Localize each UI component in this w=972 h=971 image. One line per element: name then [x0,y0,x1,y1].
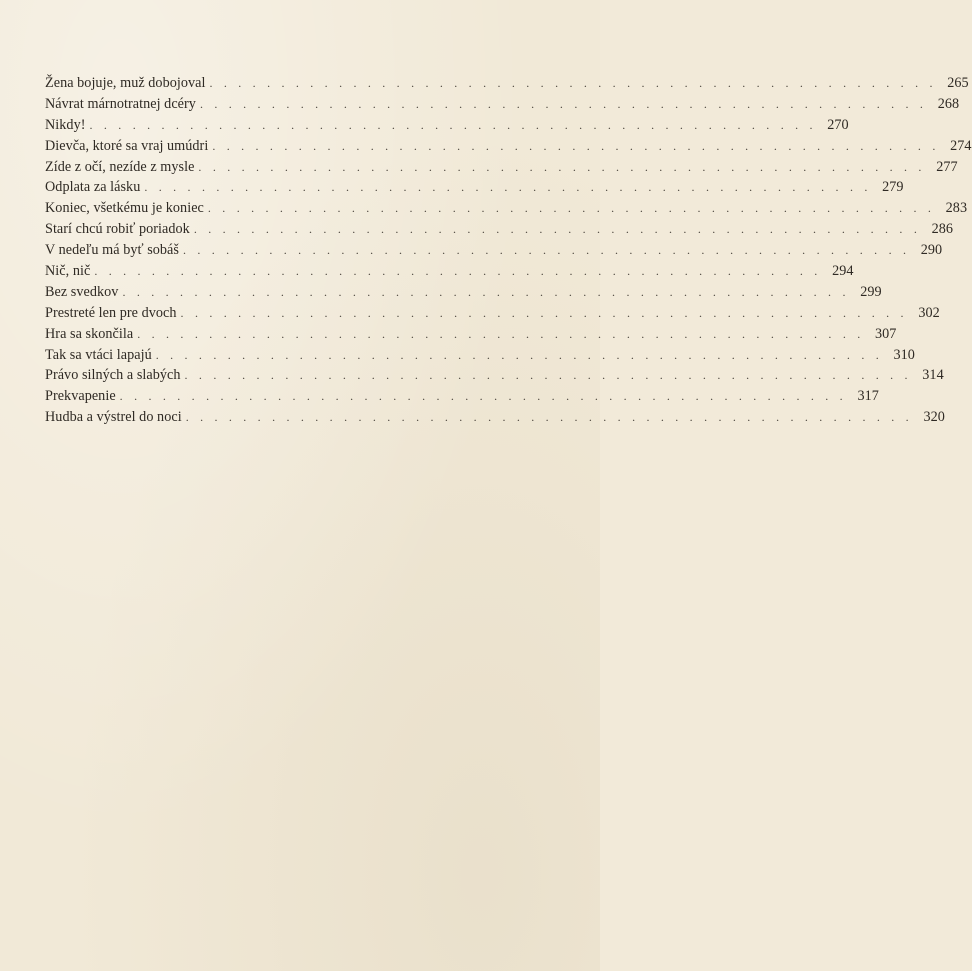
toc-entry-title: Prekvapenie [45,388,116,405]
toc-entry-title: Hudba a výstrel do noci [45,409,182,426]
toc-entry [45,386,879,407]
toc-entry [45,177,904,198]
toc-entry [45,73,969,94]
dot-leader: . . . . . . . . . . . . . . . . . . . . . . . . . . . . . . . . . . . . . . . . . . . . . . . . . . . [185,410,913,425]
toc-entry [45,198,968,219]
toc-entry-title: Nikdy! [45,116,86,133]
toc-entry-title: Tak sa vtáci lapajú [45,346,152,363]
dot-leader: . . . . . . . . . . . . . . . . . . . . . . . . . . . . . . . . . . . . . . . . . . . . . . . . . . . [207,201,936,216]
dot-leader: . . . . . . . . . . . . . . . . . . . . . . . . . . . . . . . . . . . . . . . . . . . . . . . . . . . [144,180,872,195]
toc-entry [45,115,849,136]
toc-entry-page: 265 [947,75,969,91]
dot-leader: . . . . . . . . . . . . . . . . . . . . . . . . . . . . . . . . . . . . . . . . . . . . . . . . . . . [89,117,817,132]
toc-entry-title: Odplata za lásku [45,179,141,196]
toc-entry [45,136,972,157]
toc-entry-title: Právo silných a slabých [45,367,181,384]
toc-entry-page: 302 [918,304,940,321]
toc-entry [45,219,954,240]
toc-entry-title: Prestreté len pre dvoch [45,304,177,321]
dot-leader: . . . . . . . . . . . . . . . . . . . . . . . . . . . . . . . . . . . . . . . . . . . . . . . . . . . [119,389,847,404]
toc-entry-page: 274 [950,137,972,154]
toc-entry [45,324,897,345]
toc-entry-title: V nedeľu má byť sobáš [45,242,179,259]
toc-entry-page: 290 [920,242,943,259]
toc-entry-page: 277 [936,158,958,175]
toc-entry-title: Koniec, všetkému je koniec [45,200,204,217]
toc-entry [45,365,944,386]
toc-entry-page: 320 [923,409,945,426]
dot-leader: . . . . . . . . . . . . . . . . . . . . . . . . . . . . . . . . . . . . . . . . . . . . . . . . . . . [212,138,940,153]
toc-entry-title: Nič, nič [45,263,91,280]
toc-entry-page: 299 [860,283,882,300]
toc-entry-title: Žena bojuje, muž dobojoval [45,75,206,91]
table-of-contents [45,73,972,428]
toc-entry [45,345,915,366]
toc-entry-page: 310 [893,346,915,363]
dot-leader: . . . . . . . . . . . . . . . . . . . . . . . . . . . . . . . . . . . . . . . . . . . . . . . . . . . [94,264,822,279]
toc-entry-page: 279 [882,179,904,196]
dot-leader: . . . . . . . . . . . . . . . . . . . . . . . . . . . . . . . . . . . . . . . . . . . . . . . . . . . [193,222,922,237]
toc-entry [45,157,958,178]
toc-entry-page: 268 [937,95,960,112]
toc-entry-page: 283 [945,200,968,217]
toc-entry-page: 317 [857,388,879,405]
dot-leader: . . . . . . . . . . . . . . . . . . . . . . . . . . . . . . . . . . . . . . . . . . . . . . . . . . . [155,347,883,362]
toc-entry-title: Bez svedkov [45,283,119,300]
toc-entry [45,240,943,261]
toc-entry-page: 270 [827,116,849,133]
toc-entry [45,261,854,282]
toc-entry-page: 314 [922,367,944,384]
dot-leader: . . . . . . . . . . . . . . . . . . . . . . . . . . . . . . . . . . . . . . . . . . . . . . . . . . . [137,326,865,341]
toc-entry-title: Dievča, ktoré sa vraj umúdri [45,137,209,154]
toc-entry-title: Zíde z očí, nezíde z mysle [45,158,195,175]
dot-leader: . . . . . . . . . . . . . . . . . . . . . . . . . . . . . . . . . . . . . . . . . . . . . . . . . . . [199,96,928,111]
toc-entry [45,407,945,428]
toc-entry [45,282,882,303]
dot-leader: . . . . . . . . . . . . . . . . . . . . . . . . . . . . . . . . . . . . . . . . . . . . . . . . . . . [182,243,911,258]
toc-entry-page: 294 [832,263,854,280]
toc-entry-title: Starí chcú robiť poriadok [45,221,190,238]
toc-entry-title: Hra sa skončila [45,325,134,342]
toc-entry-page: 307 [874,325,897,342]
toc-entry [45,303,940,324]
dot-leader: . . . . . . . . . . . . . . . . . . . . . . . . . . . . . . . . . . . . . . . . . . . . . . . . . . . [184,368,912,383]
dot-leader: . . . . . . . . . . . . . . . . . . . . . . . . . . . . . . . . . . . . . . . . . . . . . . . . . . . [209,76,937,90]
dot-leader: . . . . . . . . . . . . . . . . . . . . . . . . . . . . . . . . . . . . . . . . . . . . . . . . . . . [180,305,908,320]
toc-entry-page: 286 [931,221,954,238]
toc-entry-title: Návrat márnotratnej dcéry [45,95,196,112]
toc-entry [45,94,960,115]
dot-leader: . . . . . . . . . . . . . . . . . . . . . . . . . . . . . . . . . . . . . . . . . . . . . . . . . . . [122,284,850,299]
dot-leader: . . . . . . . . . . . . . . . . . . . . . . . . . . . . . . . . . . . . . . . . . . . . . . . . . . . [198,159,926,174]
